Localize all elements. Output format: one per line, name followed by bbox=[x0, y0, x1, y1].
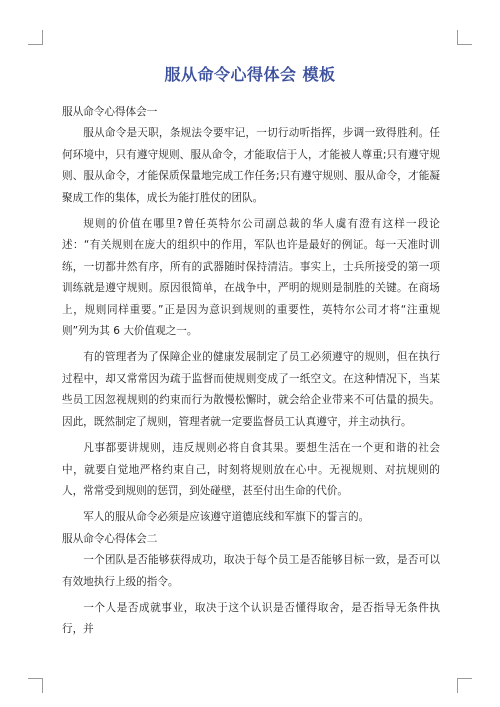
crop-mark-top-left bbox=[28, 30, 43, 45]
paragraph: 军人的服从命令必须是应该遵守道德底线和军旗下的誓言的。 bbox=[83, 511, 370, 524]
paragraph: 凡事都要讲规则，违反规则必将自食其果。要想生活在一个更和谐的社会中，就要自觉地严格约束自己，时刻将规则放在心中。无视规则、对抗规则的人，常常受到规则的惩罚，到处碰壁，甚至付出生命的代价。 bbox=[62, 442, 440, 497]
document-title: 服从命令心得体会 模板 bbox=[164, 65, 336, 84]
paragraph: 有的管理者为了保障企业的健康发展制定了员工必须遵守的规则，但在执行过程中，却又常常因为疏于监督而使规则变成了一纸空文。在这种情况下，当某些员工因忽视规则的约束而行为散慢松懈时，就会给企业带来不可估量的损失。因此，既然制定了规则，管理者就一定要监督员工认真遵守，并主动执行。 bbox=[62, 351, 440, 428]
crop-mark-bottom-left bbox=[28, 678, 43, 693]
document-body bbox=[62, 102, 440, 646]
paragraph: 服从命令是天职，条规法令要牢记，一切行动听指挥，步调一致得胜利。任何环境中，只有遵守规则、服从命令，才能取信于人，才能被人尊重;只有遵守规则、服从命令，才能保质保量地完成工作任务;只有遵守规则、服从命令，才能凝聚成工作的集体，成长为能打胜仗的团队。 bbox=[62, 127, 440, 204]
paragraph: 规则的价值在哪里?曾任英特尔公司副总裁的华人虞有澄有这样一段论述：“有关规则在庞大的组织中的作用，军队也许是最好的例证。每一天准时训练，一切都井然有序，所有的武器随时保持清洁。事实上，士兵所接受的第一项训练就是遵守规则。原因很简单，在战争中，严明的规则是制胜的关键。在商场上，规则同样重要。”正是因为意识到规则的重要性，英特尔公司才将“注重规则”列为其 6 大价值观之一。 bbox=[62, 218, 440, 338]
paragraph: 一个人是否成就事业，取决于这个认识是否懂得取舍，是否指导无条件执行，并 bbox=[62, 601, 440, 636]
crop-mark-top-right bbox=[457, 30, 472, 45]
paragraph: 一个团队是否能够获得成功，取决于每个员工是否能够目标一致，是否可以有效地执行上级的指令。 bbox=[62, 554, 440, 588]
section-heading-1: 服从命令心得体会一 bbox=[62, 106, 158, 118]
section-heading-2: 服从命令心得体会二 bbox=[62, 532, 158, 545]
crop-mark-bottom-right bbox=[457, 678, 472, 693]
